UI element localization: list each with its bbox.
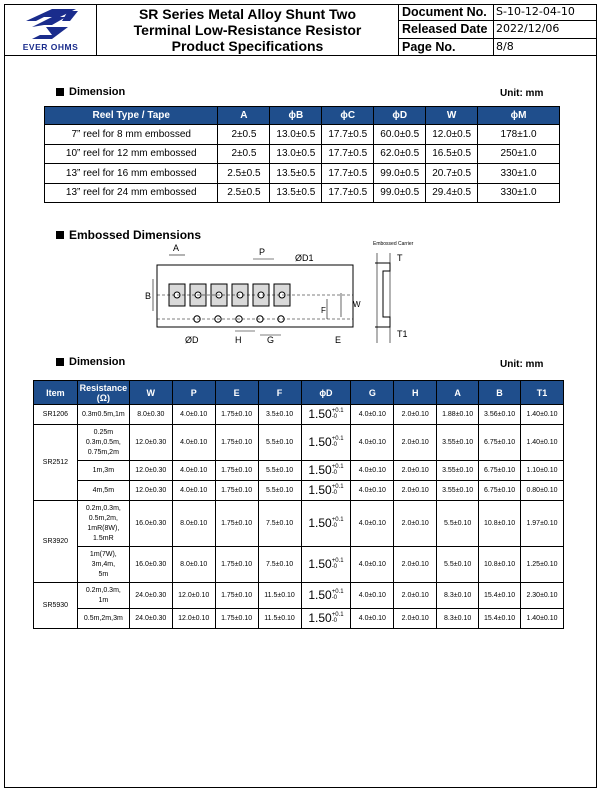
table-cell: 13” reel for 24 mm embossed [45, 183, 218, 203]
phi-d-base: 1.50 [308, 556, 332, 571]
table-cell: 17.7±0.5 [322, 144, 374, 164]
section-title: Dimension [69, 86, 126, 98]
table-cell: 11.5±0.10 [258, 609, 301, 629]
dim-label-A: A [173, 243, 180, 253]
item-cell: SR5930 [34, 583, 78, 629]
table-cell: 4.0±0.10 [351, 609, 394, 629]
brand-name: EVER OHMS [22, 42, 79, 52]
table-header-row [45, 107, 560, 125]
table-cell: 12.0±0.5 [426, 125, 478, 145]
column-header: W [129, 381, 172, 405]
phi-d-minus: -0 [331, 469, 338, 476]
table-cell: 4.0±0.10 [351, 547, 394, 583]
dim-label-W: W [353, 300, 361, 309]
table-cell: 5.5±0.10 [437, 547, 479, 583]
table-cell: 1.75±0.10 [215, 461, 258, 481]
dim-label-D1: ØD1 [295, 253, 314, 263]
phi-d-minus: -0 [331, 413, 338, 420]
table-cell: 8.3±0.10 [437, 583, 479, 609]
table-cell: 12.0±0.30 [129, 481, 172, 501]
phi-d-base: 1.50 [308, 434, 332, 449]
phi-d-plus: +0.1 [331, 516, 344, 523]
column-header: ϕM [478, 107, 560, 125]
phi-d-minus: -0 [331, 594, 338, 601]
table-cell: 7” reel for 8 mm embossed [45, 125, 218, 145]
meta-key: Released Date [399, 21, 494, 37]
table-cell: 2.0±0.10 [394, 425, 437, 461]
table-cell: 2.0±0.10 [394, 609, 437, 629]
tape-dimension-table [33, 380, 564, 629]
resistance-line: 4m,5m [92, 486, 115, 494]
table-cell: 60.0±0.5 [374, 125, 426, 145]
table-cell: 4.0±0.10 [351, 583, 394, 609]
table-cell: 4.0±0.10 [172, 405, 215, 425]
resistance-line: 1m [98, 596, 109, 604]
dim-label-T: T [397, 253, 403, 263]
resistance-line: 0.5m,2m,3m [83, 614, 123, 622]
phi-d-cell [301, 481, 351, 501]
table-cell: 2.0±0.10 [394, 405, 437, 425]
meta-value: 2022/12/06 [496, 22, 560, 36]
section-title: Dimension [69, 356, 126, 368]
table-cell: 4.0±0.10 [351, 501, 394, 547]
table-row [34, 547, 564, 583]
table-cell: 330±1.0 [478, 164, 560, 184]
resistance-line: 5m [98, 570, 109, 578]
table-cell: 13.5±0.5 [270, 164, 322, 184]
meta-row-released-date [399, 21, 597, 38]
dim-label-H: H [235, 335, 242, 345]
table-row [34, 501, 564, 547]
table-cell: 29.4±0.5 [426, 183, 478, 203]
section-heading-dimension [56, 86, 125, 98]
table-cell: 330±1.0 [478, 183, 560, 203]
table-cell: 15.4±0.10 [479, 609, 521, 629]
phi-d-minus: -0 [331, 617, 338, 624]
table-cell: 5.5±0.10 [258, 481, 301, 501]
resistance-cell [77, 609, 129, 629]
phi-d-base: 1.50 [308, 610, 332, 625]
item-cell: SR2512 [34, 425, 78, 501]
table-cell: 1.10±0.10 [521, 461, 564, 481]
unit-label: Unit: mm [500, 88, 544, 99]
column-header: T1 [521, 381, 564, 405]
table-cell: 17.7±0.5 [322, 125, 374, 145]
phi-d-plus: +0.1 [331, 611, 344, 618]
table-cell: 1.75±0.10 [215, 609, 258, 629]
table-cell: 2.0±0.10 [394, 481, 437, 501]
phi-d-base: 1.50 [308, 482, 332, 497]
table-cell: 13” reel for 16 mm embossed [45, 164, 218, 184]
phi-d-base: 1.50 [308, 587, 332, 602]
resistance-line: 1.5mR [93, 534, 114, 542]
phi-d-plus: +0.1 [331, 557, 344, 564]
table-cell: 2.5±0.5 [218, 164, 270, 184]
resistance-line: 0.2m,0.3m, [85, 504, 121, 512]
bullet-square-icon [56, 358, 64, 366]
table-cell: 7.5±0.10 [258, 547, 301, 583]
table-cell: 1.25±0.10 [521, 547, 564, 583]
column-header: E [215, 381, 258, 405]
table-cell: 13.0±0.5 [270, 125, 322, 145]
item-cell: SR1206 [34, 405, 78, 425]
table-cell: 1.75±0.10 [215, 481, 258, 501]
table-cell: 1.75±0.10 [215, 501, 258, 547]
table-cell: 17.7±0.5 [322, 183, 374, 203]
table-cell: 1.75±0.10 [215, 425, 258, 461]
bullet-square-icon [56, 88, 64, 96]
phi-d-minus: -0 [331, 489, 338, 496]
table-cell: 11.5±0.10 [258, 583, 301, 609]
table-cell: 0.80±0.10 [521, 481, 564, 501]
resistance-cell [77, 583, 129, 609]
table-cell: 1.40±0.10 [521, 425, 564, 461]
table-row [45, 164, 560, 184]
ever-ohms-logo-icon [22, 7, 80, 41]
title-line: Product Specifications [171, 38, 324, 54]
table-cell: 16.0±0.30 [129, 547, 172, 583]
table-cell: 3.55±0.10 [437, 425, 479, 461]
section-title: Embossed Dimensions [69, 228, 202, 242]
table-cell: 178±1.0 [478, 125, 560, 145]
table-cell: 2±0.5 [218, 144, 270, 164]
logo [4, 4, 97, 56]
table-cell: 16.0±0.30 [129, 501, 172, 547]
table-cell: 2.0±0.10 [394, 461, 437, 481]
phi-d-plus: +0.1 [331, 407, 344, 414]
column-header: ϕC [322, 107, 374, 125]
phi-d-cell [301, 405, 351, 425]
table-header-row [34, 381, 564, 405]
table-row [45, 183, 560, 203]
resistance-cell [77, 405, 129, 425]
phi-d-plus: +0.1 [331, 435, 344, 442]
table-cell: 3.55±0.10 [437, 481, 479, 501]
phi-d-base: 1.50 [308, 515, 332, 530]
resistance-line: 0.3m0.5m,1m [81, 410, 125, 418]
resistance-cell [77, 461, 129, 481]
meta-value: S-10-12-04-10 [496, 5, 575, 18]
table-cell: 4.0±0.10 [172, 425, 215, 461]
table-cell: 2.0±0.10 [394, 501, 437, 547]
resistance-line: 0.5m,2m, [88, 514, 118, 522]
table-cell: 12.0±0.10 [172, 609, 215, 629]
table-cell: 4.0±0.10 [172, 481, 215, 501]
resistance-line: 0.3m,0.5m, [85, 438, 121, 446]
table-cell: 3.55±0.10 [437, 461, 479, 481]
phi-d-cell [301, 461, 351, 481]
document-title [97, 4, 399, 56]
resistance-line: 1m,3m [92, 466, 115, 474]
phi-d-cell [301, 547, 351, 583]
column-header: ϕD [374, 107, 426, 125]
column-header: F [258, 381, 301, 405]
meta-value: 8/8 [496, 39, 514, 53]
table-cell: 8.0±0.10 [172, 547, 215, 583]
table-cell: 13.0±0.5 [270, 144, 322, 164]
resistance-line: 0.2m,0.3m, [85, 586, 121, 594]
resistance-line: 0.75m,2m [87, 448, 119, 456]
phi-d-plus: +0.1 [331, 463, 344, 470]
table-cell: 62.0±0.5 [374, 144, 426, 164]
resistance-line: 0.25m [93, 428, 114, 436]
table-row [34, 583, 564, 609]
item-cell: SR3920 [34, 501, 78, 583]
table-cell: 5.5±0.10 [258, 425, 301, 461]
table-cell: 5.5±0.10 [258, 461, 301, 481]
table-cell: 20.7±0.5 [426, 164, 478, 184]
table-cell: 1.40±0.10 [521, 405, 564, 425]
table-cell: 12.0±0.30 [129, 461, 172, 481]
meta-key: Page No. [399, 39, 494, 56]
column-header: P [172, 381, 215, 405]
table-row [45, 144, 560, 164]
phi-d-plus: +0.1 [331, 588, 344, 595]
column-header: A [218, 107, 270, 125]
table-cell: 4.0±0.10 [351, 461, 394, 481]
table-cell: 5.5±0.10 [437, 501, 479, 547]
phi-d-base: 1.50 [308, 406, 332, 421]
table-cell: 24.0±0.30 [129, 583, 172, 609]
table-cell: 13.5±0.5 [270, 183, 322, 203]
dim-label-E: E [335, 335, 342, 345]
dim-label-B: B [145, 291, 152, 301]
table-cell: 6.75±0.10 [479, 425, 521, 461]
table-cell: 1.88±0.10 [437, 405, 479, 425]
resistance-line: 3m,4m, [91, 560, 116, 568]
table-cell: 4.0±0.10 [351, 425, 394, 461]
bullet-square-icon [56, 231, 64, 239]
column-header: Item [34, 381, 78, 405]
phi-d-cell [301, 425, 351, 461]
table-cell: 24.0±0.30 [129, 609, 172, 629]
table-cell: 2.5±0.5 [218, 183, 270, 203]
table-cell: 12.0±0.30 [129, 425, 172, 461]
resistance-cell [77, 547, 129, 583]
table-cell: 15.4±0.10 [479, 583, 521, 609]
resistance-line: 1mR(8W), [87, 524, 120, 532]
column-header: H [394, 381, 437, 405]
reel-dimension-table [44, 106, 560, 203]
table-cell: 8.0±0.10 [172, 501, 215, 547]
resistance-line: 1m(7W), [89, 550, 117, 558]
meta-row-document-no [399, 4, 597, 21]
column-header: ϕD [301, 381, 351, 405]
resistance-cell [77, 425, 129, 461]
phi-d-cell [301, 501, 351, 547]
column-header: A [437, 381, 479, 405]
table-cell: 99.0±0.5 [374, 164, 426, 184]
dim-label-F: F [321, 306, 326, 315]
table-row [34, 425, 564, 461]
meta-row-page-no [399, 39, 597, 56]
table-cell: 1.97±0.10 [521, 501, 564, 547]
table-cell: 17.7±0.5 [322, 164, 374, 184]
table-cell: 2.0±0.10 [394, 547, 437, 583]
column-header: G [351, 381, 394, 405]
table-cell: 12.0±0.10 [172, 583, 215, 609]
dim-label-carrier: Embossed Carrier [373, 241, 414, 247]
phi-d-cell [301, 583, 351, 609]
table-cell: 4.0±0.10 [351, 481, 394, 501]
table-cell: 2.0±0.10 [394, 583, 437, 609]
title-line: SR Series Metal Alloy Shunt Two [138, 6, 357, 22]
table-cell: 250±1.0 [478, 144, 560, 164]
table-cell: 10” reel for 12 mm embossed [45, 144, 218, 164]
table-cell: 4.0±0.10 [172, 461, 215, 481]
table-cell: 2±0.5 [218, 125, 270, 145]
table-cell: 3.56±0.10 [479, 405, 521, 425]
meta-key: Document No. [399, 4, 494, 20]
dim-label-G: G [267, 335, 275, 345]
title-line: Terminal Low-Resistance Resistor [133, 22, 362, 38]
table-cell: 1.40±0.10 [521, 609, 564, 629]
table-row [34, 461, 564, 481]
dim-label-P: P [259, 247, 266, 257]
dim-label-D: ØD [185, 335, 199, 345]
table-cell: 10.8±0.10 [479, 501, 521, 547]
table-cell: 2.30±0.10 [521, 583, 564, 609]
phi-d-minus: -0 [331, 441, 338, 448]
column-header: B [479, 381, 521, 405]
resistance-cell [77, 481, 129, 501]
section-heading-dimension-2 [56, 356, 125, 368]
table-row [34, 405, 564, 425]
table-cell: 1.75±0.10 [215, 405, 258, 425]
table-cell: 10.8±0.10 [479, 547, 521, 583]
table-cell: 6.75±0.10 [479, 481, 521, 501]
table-row [34, 481, 564, 501]
table-cell: 6.75±0.10 [479, 461, 521, 481]
table-cell: 1.75±0.10 [215, 547, 258, 583]
embossed-tape-diagram [145, 239, 425, 347]
table-cell: 8.3±0.10 [437, 609, 479, 629]
column-header: Resistance (Ω) [77, 381, 129, 405]
phi-d-cell [301, 609, 351, 629]
phi-d-plus: +0.1 [331, 483, 344, 490]
table-cell: 7.5±0.10 [258, 501, 301, 547]
table-cell: 99.0±0.5 [374, 183, 426, 203]
table-cell: 1.75±0.10 [215, 583, 258, 609]
column-header: ϕB [270, 107, 322, 125]
phi-d-base: 1.50 [308, 462, 332, 477]
dim-label-T1: T1 [397, 329, 408, 339]
column-header: W [426, 107, 478, 125]
phi-d-minus: -0 [331, 563, 338, 570]
table-cell: 4.0±0.10 [351, 405, 394, 425]
document-meta [399, 4, 597, 56]
resistance-cell [77, 501, 129, 547]
phi-d-minus: -0 [331, 522, 338, 529]
table-cell: 8.0±0.30 [129, 405, 172, 425]
table-row [45, 125, 560, 145]
table-cell: 3.5±0.10 [258, 405, 301, 425]
table-row [34, 609, 564, 629]
column-header: Reel Type / Tape [45, 107, 218, 125]
unit-label: Unit: mm [500, 359, 544, 370]
document-header [4, 4, 597, 56]
table-cell: 16.5±0.5 [426, 144, 478, 164]
